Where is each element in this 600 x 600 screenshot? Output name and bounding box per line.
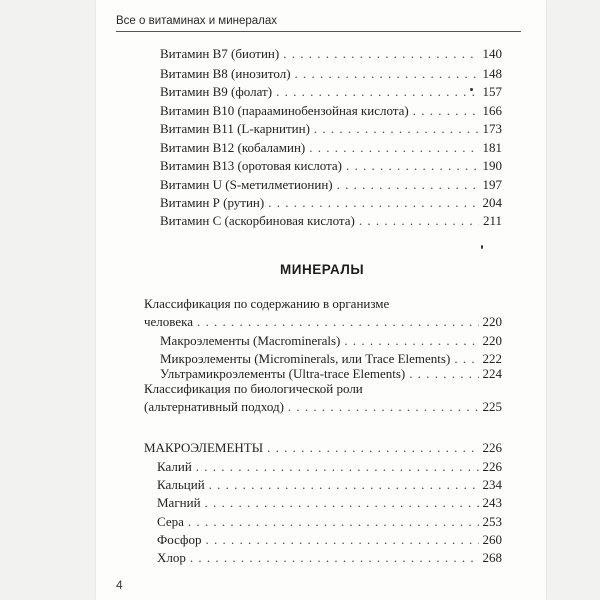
toc-entry-page: 204 bbox=[482, 195, 502, 210]
print-speck bbox=[470, 88, 473, 91]
toc-entry-label: Микроэлементы (Microminerals, или Trace Elements) bbox=[160, 351, 451, 366]
toc-entry-b10 bbox=[160, 103, 502, 119]
toc-entry-label: Кальций bbox=[157, 477, 205, 492]
toc-entry-u bbox=[160, 177, 502, 193]
toc-entry-page: 220 bbox=[482, 333, 502, 348]
dot-leader bbox=[314, 121, 479, 137]
toc-entry-label: Витамин В8 (инозитол) bbox=[160, 66, 291, 81]
toc-entry-label: Витамин Р (рутин) bbox=[160, 195, 265, 210]
toc-entry-label: Классификация по биологической роли bbox=[144, 381, 363, 396]
toc-entry-page: 224 bbox=[482, 366, 502, 381]
toc-entry-page: 253 bbox=[482, 514, 502, 529]
toc-entry-page: 181 bbox=[482, 140, 502, 155]
toc-entry-label: Классификация по содержанию в организме bbox=[144, 296, 390, 311]
toc-entry-page: 157 bbox=[482, 84, 502, 99]
toc-entry-page: 243 bbox=[482, 495, 502, 510]
toc-entry-label: Фосфор bbox=[157, 532, 202, 547]
dot-leader bbox=[197, 314, 478, 330]
toc-entry-macroelements bbox=[144, 440, 502, 456]
toc-entry-page: 260 bbox=[482, 532, 502, 547]
section-heading: МИНЕРАЛЫ bbox=[280, 262, 365, 277]
toc-entry-b11 bbox=[160, 121, 502, 137]
toc-entry-magnesium bbox=[157, 495, 502, 511]
toc-entry-b13 bbox=[160, 158, 502, 174]
toc-entry-chlorine bbox=[157, 550, 502, 566]
toc-entry-label: Калий bbox=[157, 459, 192, 474]
toc-entry-page: 226 bbox=[482, 440, 502, 455]
toc-entry-p bbox=[160, 195, 502, 211]
toc-entry-page: 234 bbox=[482, 477, 502, 492]
toc-entry-classification bbox=[144, 314, 502, 330]
dot-leader bbox=[359, 213, 479, 229]
toc-entry-label: Витамин В12 (кобаламин) bbox=[160, 140, 306, 155]
header-rule bbox=[116, 31, 521, 32]
dot-leader bbox=[209, 477, 479, 493]
toc-entry-macrominerals bbox=[160, 333, 502, 349]
dot-leader bbox=[205, 495, 479, 511]
toc-entry-label: Витамин В11 (L-карнитин) bbox=[160, 121, 310, 136]
dot-leader bbox=[409, 366, 478, 382]
toc-entry-label: Витамин В9 (фолат) bbox=[160, 84, 273, 99]
dot-leader bbox=[205, 532, 478, 548]
dot-leader bbox=[188, 514, 479, 530]
toc-entry-label: Хлор bbox=[157, 550, 186, 565]
toc-entry-label: Ультрамикроэлементы (Ultra-trace Elements) bbox=[160, 366, 406, 381]
toc-entry-label: Сера bbox=[157, 514, 184, 529]
toc-entry-label: человека bbox=[144, 314, 194, 329]
dot-leader bbox=[190, 550, 479, 566]
toc-entry-bio-classification bbox=[144, 399, 502, 415]
toc-entry-c bbox=[160, 213, 502, 229]
page-number: 4 bbox=[116, 578, 123, 592]
toc-entry-page: 226 bbox=[482, 459, 502, 474]
running-head: Все о витаминах и минералах bbox=[116, 15, 278, 27]
print-speck bbox=[481, 245, 483, 249]
toc-entry-page: 173 bbox=[482, 121, 502, 136]
dot-leader bbox=[346, 158, 479, 174]
toc-entry-microminerals bbox=[160, 351, 502, 367]
toc-entry-b8 bbox=[160, 66, 502, 82]
toc-entry-page: 166 bbox=[482, 103, 502, 118]
toc-entry-phosphorus bbox=[157, 532, 502, 548]
toc-entry-potassium bbox=[157, 459, 502, 475]
dot-leader bbox=[283, 46, 478, 62]
toc-entry-label: Витамин U (S-метилметионин) bbox=[160, 177, 333, 192]
toc-entry-page: 268 bbox=[482, 550, 502, 565]
toc-entry-label: (альтернативный подход) bbox=[144, 399, 284, 414]
toc-entry-page: 225 bbox=[482, 399, 502, 414]
toc-entry-label: Витамин В13 (оротовая кислота) bbox=[160, 158, 342, 173]
dot-leader bbox=[337, 177, 479, 193]
toc-entry-calcium bbox=[157, 477, 502, 493]
toc-entry-page: 222 bbox=[482, 351, 502, 366]
dot-leader bbox=[295, 66, 479, 82]
toc-entry-label: Витамин В7 (биотин) bbox=[160, 46, 280, 61]
toc-entry-label: Витамин С (аскорбиновая кислота) bbox=[160, 213, 355, 228]
dot-leader bbox=[267, 440, 478, 456]
toc-entry-page: 211 bbox=[482, 213, 502, 228]
toc-entry-label: Магний bbox=[157, 495, 201, 510]
toc-entry-page: 190 bbox=[482, 158, 502, 173]
toc-entry-b9 bbox=[160, 84, 502, 100]
toc-entry-page: 220 bbox=[482, 314, 502, 329]
dot-leader bbox=[196, 459, 479, 475]
dot-leader bbox=[344, 333, 478, 349]
toc-entry-page: 148 bbox=[482, 66, 502, 81]
dot-leader bbox=[288, 399, 479, 415]
dot-leader bbox=[309, 140, 478, 156]
toc-entry-page: 140 bbox=[482, 46, 502, 61]
dot-leader bbox=[454, 351, 478, 367]
toc-entry-b12 bbox=[160, 140, 502, 156]
toc-entry-label: Витамин В10 (парааминобензойная кислота) bbox=[160, 103, 409, 118]
dot-leader bbox=[268, 195, 478, 211]
toc-entry-label: Макроэлементы (Macrominerals) bbox=[160, 333, 341, 348]
dot-leader bbox=[413, 103, 479, 119]
toc-entry-page: 197 bbox=[482, 177, 502, 192]
toc-entry-sulfur bbox=[157, 514, 502, 530]
dot-leader bbox=[276, 84, 478, 100]
toc-entry-label: МАКРОЭЛЕМЕНТЫ bbox=[144, 440, 264, 455]
toc-entry-b7 bbox=[160, 46, 502, 62]
toc-entry-ultratrace bbox=[160, 366, 502, 382]
